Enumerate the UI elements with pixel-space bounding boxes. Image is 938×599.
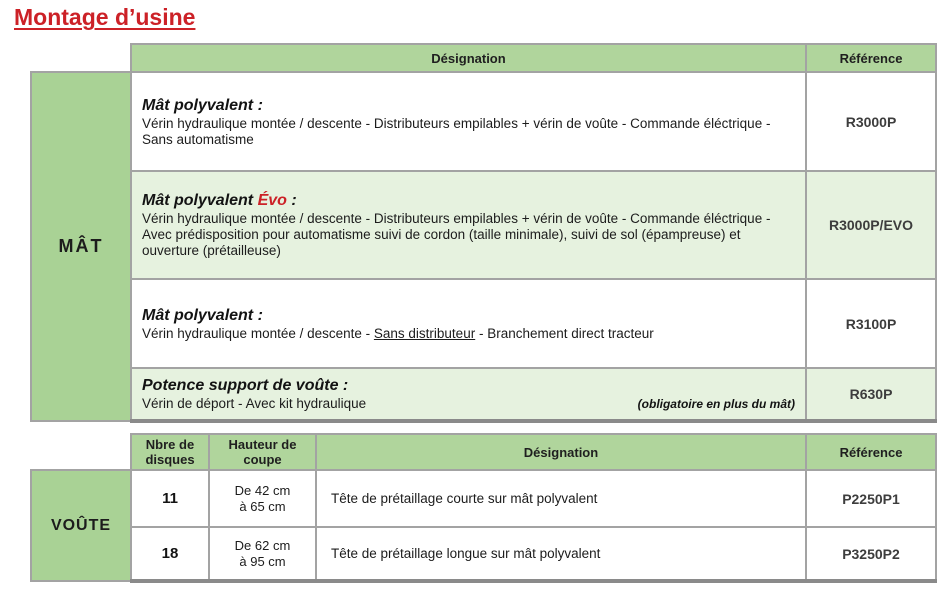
voute-row2-height-line2: à 95 cm — [239, 553, 286, 569]
voute-table-corner-spacer — [31, 434, 131, 470]
mat-row2-title — [142, 191, 795, 210]
voute-row2-reference: P3250P2 — [806, 527, 936, 581]
voute-header-designation: Désignation — [316, 434, 806, 470]
voute-row1-height-line1: De 42 cm — [234, 482, 291, 498]
mat-row3-reference: R3100P — [806, 279, 936, 368]
mat-row2-title-main: Mât polyvalent — [142, 192, 258, 209]
mat-row4-note-obligatoire: (obligatoire en plus du mât) — [637, 397, 795, 411]
voute-header-height: Hauteur de coupe — [209, 434, 316, 470]
voute-row2-height-line1: De 62 cm — [234, 537, 291, 553]
voute-table — [30, 433, 937, 583]
mat-row1-reference: R3000P — [806, 72, 936, 171]
mat-row2-title-tail: : — [286, 192, 297, 209]
mat-row2-designation-cell — [131, 171, 806, 279]
mat-row3-designation-cell — [131, 279, 806, 368]
mat-row3-description-underlined: Sans distributeur — [373, 325, 476, 341]
voute-row1-reference: P2250P1 — [806, 470, 936, 527]
mat-row4-description: Vérin de déport - Avec kit hydraulique — [142, 396, 367, 411]
mat-row3-title: Mât polyvalent : — [142, 306, 263, 324]
mat-row4-description-line — [142, 396, 795, 412]
voute-row1-height-range — [209, 470, 316, 527]
mat-table-corner-spacer — [31, 44, 131, 72]
voute-section-label: VOÛTE — [31, 470, 131, 581]
voute-row2-designation: Tête de prétaillage longue sur mât polyvalent — [316, 527, 806, 581]
voute-row1-height-line2: à 65 cm — [239, 498, 286, 514]
mat-header-designation: Désignation — [131, 44, 806, 72]
mat-row2-title-evo-accent: Évo — [257, 192, 287, 209]
mat-row3-description-start: Vérin hydraulique montée / descente - — [142, 325, 374, 341]
mat-row4-title: Potence support de voûte : — [142, 377, 349, 394]
mat-row1-description: Vérin hydraulique montée / descente - Distributeurs empilables + vérin de voûte - Commande éléctrique - Sans automatisme — [142, 115, 771, 147]
voute-header-discs: Nbre de disques — [131, 434, 209, 470]
voute-row1-designation: Tête de prétaillage courte sur mât polyvalent — [316, 470, 806, 527]
page-title: Montage d’usine — [14, 4, 196, 30]
voute-row2-discs: 18 — [131, 527, 209, 581]
mat-row1-title: Mât polyvalent : — [142, 96, 263, 114]
voute-header-reference: Référence — [806, 434, 936, 470]
mat-row3-description-end: - Branchement direct tracteur — [475, 325, 654, 341]
mat-section-label: MÂT — [31, 72, 131, 421]
mat-row4-reference: R630P — [806, 368, 936, 421]
mat-header-reference: Référence — [806, 44, 936, 72]
voute-row1-discs: 11 — [131, 470, 209, 527]
mat-row2-description: Vérin hydraulique montée / descente - Distributeurs empilables + vérin de voûte - Commande éléctrique - Avec prédisposition pour automatisme suivi de cordon (taille minimale), suivi de sol (épampreuse) et ouverture (prétailleuse) — [142, 211, 771, 258]
voute-row2-height-range — [209, 527, 316, 581]
mat-row3-description — [142, 326, 795, 342]
mat-row4-designation-cell — [131, 368, 806, 421]
mat-table — [30, 43, 937, 423]
mat-row1-designation-cell — [131, 72, 806, 171]
mat-row2-reference: R3000P/EVO — [806, 171, 936, 279]
